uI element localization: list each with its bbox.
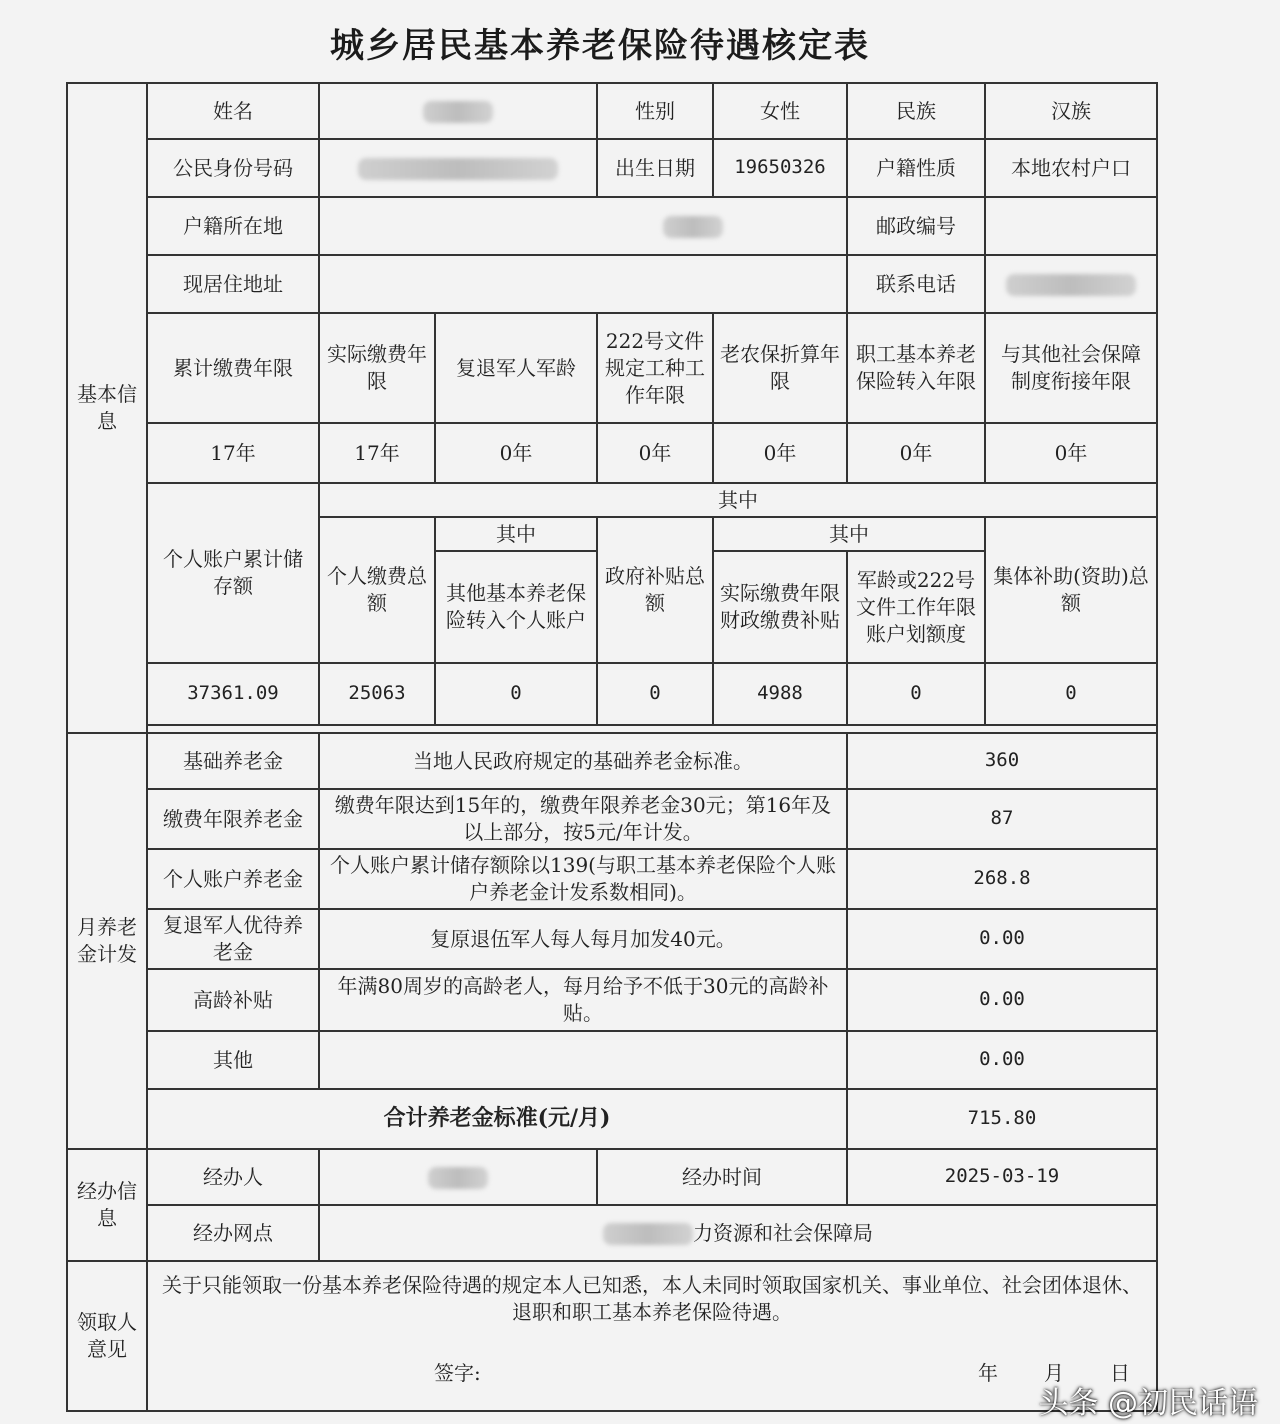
years-header-3: 222号文件规定工种工作年限 bbox=[597, 313, 713, 423]
account-value-4: 4988 bbox=[713, 663, 847, 725]
office-value-text: 力资源和社会保障局 bbox=[693, 1220, 873, 1245]
opinion-text: 关于只能领取一份基本养老保险待遇的规定本人已知悉，本人未同时领取国家机关、事业单位、社会团体退休、退职和职工基本养老保险待遇。 bbox=[162, 1273, 1142, 1324]
years-header-4: 老农保折算年限 bbox=[713, 313, 847, 423]
form-title: 城乡居民基本养老保险待遇核定表 bbox=[330, 26, 870, 66]
years-value-0: 17年 bbox=[147, 423, 319, 483]
collective-label: 集体补助(资助)总额 bbox=[985, 517, 1157, 663]
name-value-redacted bbox=[319, 83, 597, 139]
years-header-2: 复退军人军龄 bbox=[435, 313, 597, 423]
hukou-type-label: 户籍性质 bbox=[847, 139, 985, 197]
years-header-0: 累计缴费年限 bbox=[147, 313, 319, 423]
monthly-label-0: 基础养老金 bbox=[147, 733, 319, 789]
opinion-cell bbox=[147, 1261, 1157, 1411]
postal-value bbox=[985, 197, 1157, 255]
personal-of-which: 其中 bbox=[435, 517, 597, 551]
watermark: 头条 @初民话语 bbox=[1038, 1386, 1258, 1421]
ethnicity-value: 汉族 bbox=[985, 83, 1157, 139]
office-label: 经办网点 bbox=[147, 1205, 319, 1261]
phone-value-redacted bbox=[985, 255, 1157, 313]
hukou-addr-value-redacted bbox=[319, 197, 847, 255]
sign-label: 签字: bbox=[434, 1361, 481, 1385]
birth-value: 19650326 bbox=[713, 139, 847, 197]
current-addr-label: 现居住地址 bbox=[147, 255, 319, 313]
monthly-value-1: 87 bbox=[847, 789, 1157, 849]
military-label: 军龄或222号文件工作年限账户划额度 bbox=[847, 551, 985, 663]
current-addr-value bbox=[319, 255, 847, 313]
hukou-type-value: 本地农村户口 bbox=[985, 139, 1157, 197]
gov-of-which: 其中 bbox=[713, 517, 985, 551]
account-value-3: 0 bbox=[597, 663, 713, 725]
gender-label: 性别 bbox=[597, 83, 713, 139]
years-header-6: 与其他社会保障制度衔接年限 bbox=[985, 313, 1157, 423]
postal-label: 邮政编号 bbox=[847, 197, 985, 255]
signature-row bbox=[154, 1360, 1150, 1387]
office-value bbox=[319, 1205, 1157, 1261]
monthly-label-1: 缴费年限养老金 bbox=[147, 789, 319, 849]
handle-time-label: 经办时间 bbox=[597, 1149, 847, 1205]
phone-label: 联系电话 bbox=[847, 255, 985, 313]
monthly-total-value: 715.80 bbox=[847, 1089, 1157, 1149]
actual-subsidy-label: 实际缴费年限财政缴费补贴 bbox=[713, 551, 847, 663]
monthly-desc-4: 年满80周岁的高龄老人，每月给予不低于30元的高龄补贴。 bbox=[319, 969, 847, 1031]
years-value-3: 0年 bbox=[597, 423, 713, 483]
section-basic-info: 基本信息 bbox=[67, 83, 147, 733]
account-value-1: 25063 bbox=[319, 663, 435, 725]
day-label: 日 bbox=[1110, 1361, 1130, 1385]
id-label: 公民身份号码 bbox=[147, 139, 319, 197]
monthly-desc-5 bbox=[319, 1031, 847, 1089]
account-total-label: 个人账户累计储存额 bbox=[147, 483, 319, 663]
monthly-desc-3: 复原退伍军人每人每月加发40元。 bbox=[319, 909, 847, 969]
monthly-value-2: 268.8 bbox=[847, 849, 1157, 909]
years-value-6: 0年 bbox=[985, 423, 1157, 483]
monthly-label-2: 个人账户养老金 bbox=[147, 849, 319, 909]
section-opinion: 领取人意见 bbox=[67, 1261, 147, 1411]
monthly-value-3: 0.00 bbox=[847, 909, 1157, 969]
years-value-2: 0年 bbox=[435, 423, 597, 483]
gender-value: 女性 bbox=[713, 83, 847, 139]
year-label: 年 bbox=[978, 1361, 998, 1385]
pension-form-table bbox=[66, 82, 1158, 1412]
month-label: 月 bbox=[1044, 1361, 1064, 1385]
years-value-4: 0年 bbox=[713, 423, 847, 483]
monthly-total-label: 合计养老金标准(元/月) bbox=[147, 1089, 847, 1149]
years-value-1: 17年 bbox=[319, 423, 435, 483]
ethnicity-label: 民族 bbox=[847, 83, 985, 139]
monthly-value-0: 360 bbox=[847, 733, 1157, 789]
birth-label: 出生日期 bbox=[597, 139, 713, 197]
monthly-label-4: 高龄补贴 bbox=[147, 969, 319, 1031]
handler-label: 经办人 bbox=[147, 1149, 319, 1205]
years-header-1: 实际缴费年限 bbox=[319, 313, 435, 423]
monthly-label-3: 复退军人优待养老金 bbox=[147, 909, 319, 969]
monthly-desc-2: 个人账户累计储存额除以139(与职工基本养老保险个人账户养老金计发系数相同)。 bbox=[319, 849, 847, 909]
gov-subsidy-label: 政府补贴总额 bbox=[597, 517, 713, 663]
account-of-which: 其中 bbox=[319, 483, 1157, 517]
handler-value-redacted bbox=[319, 1149, 597, 1205]
monthly-desc-1: 缴费年限达到15年的，缴费年限养老金30元；第16年及以上部分，按5元/年计发。 bbox=[319, 789, 847, 849]
personal-total-label: 个人缴费总额 bbox=[319, 517, 435, 663]
monthly-value-5: 0.00 bbox=[847, 1031, 1157, 1089]
id-value-redacted bbox=[319, 139, 597, 197]
section-handling: 经办信息 bbox=[67, 1149, 147, 1261]
section-monthly: 月养老金计发 bbox=[67, 733, 147, 1149]
monthly-value-4: 0.00 bbox=[847, 969, 1157, 1031]
account-value-5: 0 bbox=[847, 663, 985, 725]
handle-time-value: 2025-03-19 bbox=[847, 1149, 1157, 1205]
years-value-5: 0年 bbox=[847, 423, 985, 483]
monthly-label-5: 其他 bbox=[147, 1031, 319, 1089]
transfer-label: 其他基本养老保险转入个人账户 bbox=[435, 551, 597, 663]
years-header-5: 职工基本养老保险转入年限 bbox=[847, 313, 985, 423]
account-value-6: 0 bbox=[985, 663, 1157, 725]
hukou-addr-label: 户籍所在地 bbox=[147, 197, 319, 255]
monthly-desc-0: 当地人民政府规定的基础养老金标准。 bbox=[319, 733, 847, 789]
account-value-0: 37361.09 bbox=[147, 663, 319, 725]
account-value-2: 0 bbox=[435, 663, 597, 725]
section-divider bbox=[147, 725, 1157, 733]
name-label: 姓名 bbox=[147, 83, 319, 139]
